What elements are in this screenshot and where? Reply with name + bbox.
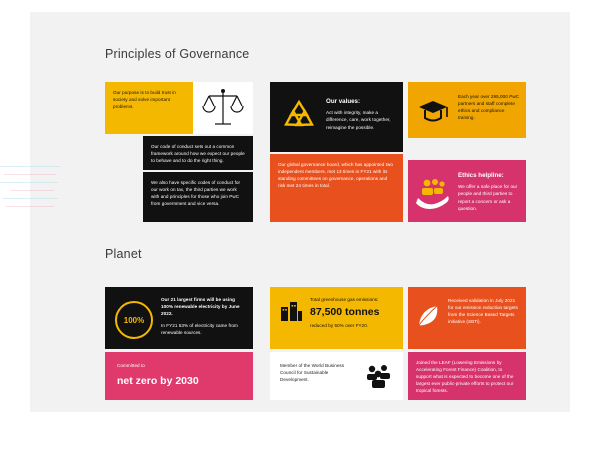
scales-of-justice-icon bbox=[193, 82, 253, 134]
buildings-icon bbox=[278, 299, 304, 325]
global-governance-board-text: Our global governance board, which has appointed two independent members, met 13 times in FY21 with its standing committees on governance, operations and risk met 24 times in total. bbox=[278, 162, 393, 189]
ethics-helpline-text: We offer a safe place for our people and third parties to report a concern or ask a question. bbox=[458, 184, 518, 211]
recycle-values-icon bbox=[276, 94, 322, 140]
slide-canvas bbox=[30, 12, 570, 412]
leaf-icon bbox=[415, 303, 441, 329]
net-zero-value: net zero by 2030 bbox=[117, 375, 199, 388]
training-text: Each year over 295,000 PwC partners and staff complete ethics and compliance training. bbox=[458, 94, 520, 121]
code-of-conduct-card-2 bbox=[143, 172, 253, 222]
page-title-governance: Principles of Governance bbox=[105, 47, 250, 61]
percent-circle-icon bbox=[115, 301, 153, 339]
renewable-electricity-text: In FY21 53% of electricity came from renewable sources. bbox=[161, 323, 238, 336]
code-of-conduct-text-2: We also have specific codes of conduct for our work on tax, the third parties we work with and principles for those who join PwC from government and vice versa. bbox=[151, 180, 241, 207]
decorative-lines bbox=[30, 162, 64, 222]
sbti-validation-card bbox=[408, 287, 526, 349]
purpose-card bbox=[105, 82, 193, 134]
scales-icon-panel bbox=[193, 82, 253, 134]
our-values-text: Act with integrity, make a difference, care, work together, reimagine the possible. bbox=[326, 110, 391, 130]
purpose-text: Our purpose is to build trust in society and solve important problems. bbox=[113, 90, 176, 110]
leaf-coalition-text: Joined the LEAF (Lowering Emissions by Accelerating Forest Finance) Coalition, to support what is expected to become one of the largest ever public-private efforts to protect our tropical forests. bbox=[416, 360, 514, 394]
wbcsd-card bbox=[270, 352, 403, 400]
ethics-helpline-heading: Ethics helpline: bbox=[458, 172, 504, 179]
renewable-electricity-card bbox=[105, 287, 253, 349]
helping-hands-icon bbox=[414, 174, 452, 212]
ghg-emissions-text: reduced by 50% over FY20. bbox=[310, 323, 369, 329]
sbti-validation-text: Received validation in July 2021 for our emission reduction targets from the Science Based Targets initiative (SBTi). bbox=[448, 298, 518, 325]
ghg-emissions-label: Total greenhouse gas emissions: bbox=[310, 297, 379, 302]
ethics-helpline-card bbox=[408, 160, 526, 222]
code-of-conduct-text: Our code of conduct sets out a common framework around how we expect our people to behave and to do the right thing. bbox=[151, 144, 245, 164]
wbcsd-text: Member of the World Business Council for Sustainable Development. bbox=[280, 363, 345, 383]
net-zero-label: Committed to bbox=[117, 363, 145, 368]
page-title-planet: Planet bbox=[105, 247, 142, 261]
ghg-emissions-value: 87,500 tonnes bbox=[310, 306, 380, 319]
our-values-card bbox=[270, 82, 403, 152]
graduation-cap-icon bbox=[416, 94, 450, 128]
group-people-icon bbox=[362, 362, 396, 392]
code-of-conduct-card bbox=[143, 136, 253, 170]
our-values-heading: Our values: bbox=[326, 98, 361, 105]
ghg-emissions-card bbox=[270, 287, 403, 349]
percent-badge: 100% bbox=[123, 315, 145, 325]
training-card bbox=[408, 82, 526, 138]
global-governance-board-card bbox=[270, 154, 403, 222]
leaf-coalition-card bbox=[408, 352, 526, 400]
net-zero-card bbox=[105, 352, 253, 400]
renewable-electricity-heading: Our 21 largest firms will be using 100% renewable electricity by June 2022. bbox=[161, 297, 240, 317]
